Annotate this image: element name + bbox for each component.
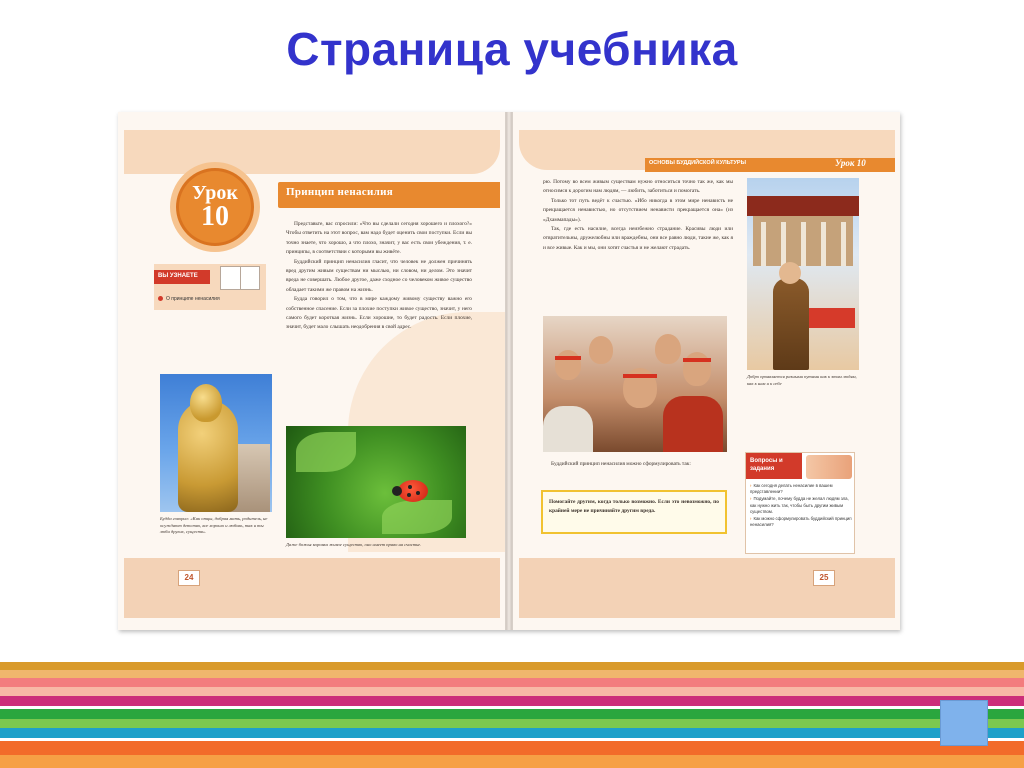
paragraph: Будда говорил о том, что в мире каждому живому существу важно его собственное спасение. Если за плохие поступки живое существо, значит, у него самого будет короткая жизнь. Если хорошие, то будет радость. Если плохие, значит, будет мало слышать неодобрения в свой адрес.	[286, 296, 472, 331]
leaf	[296, 432, 356, 472]
decor-stripe	[0, 709, 1024, 719]
temple-roof	[747, 196, 859, 216]
decor-stripe	[0, 687, 1024, 696]
decor-stripe	[0, 678, 1024, 687]
bottom-decor-band	[124, 558, 500, 618]
decor-stripes	[0, 662, 1024, 768]
bullet-icon	[158, 296, 163, 301]
questions-box	[745, 452, 855, 554]
ladybug	[398, 480, 428, 502]
statue-head	[190, 384, 222, 422]
monk-head	[779, 262, 801, 284]
questions-list	[750, 483, 852, 529]
left-page	[118, 112, 506, 630]
learn-item	[158, 296, 220, 302]
children-illustration	[806, 455, 852, 479]
open-book-icon	[220, 266, 260, 290]
arrow-icon: ›	[750, 516, 752, 522]
question-item: › Подумайте, почему будда не желал людям зла, как нужно жить так, чтобы быть другим живым существом.	[750, 496, 849, 514]
paragraph: Только тот путь ведёт к счастью. «Ибо никогда в этом мире ненависть не прекращается ненавистью, но отсутствием ненависти прекращается она» (из «Дхаммапады»).	[543, 197, 733, 223]
page-number: 25	[813, 570, 835, 586]
decor-stripe	[0, 755, 1024, 768]
principle-highlight-box	[541, 490, 727, 534]
right-page	[512, 112, 900, 630]
questions-title: Вопросы и задания	[746, 453, 802, 479]
ladybug-caption: Даже божья коровка живое существо, оно имеет право на счастье.	[286, 542, 422, 547]
red-bench	[807, 308, 855, 328]
decor-stripe	[0, 719, 1024, 728]
learn-item-text: О принципе ненасилия	[166, 296, 220, 302]
decor-stripe	[0, 670, 1024, 678]
blue-square-decor	[940, 700, 988, 746]
learn-box	[154, 264, 266, 310]
ladybug-photo	[286, 426, 466, 538]
bottom-decor-band	[519, 558, 895, 618]
paragraph: Так, где есть насилие, всегда неизбежно страдание. Красивы люди или отвратительны, дружелюбны или враждебны, они все равно люди, такие же, как я и все живые. Как и мы, они хотят счастья и не желают страдать.	[543, 226, 733, 251]
textbook-spread	[118, 112, 900, 630]
question-item: › Как можно сформулировать буддийский принцип ненасилия?	[750, 516, 852, 528]
slide-title: Страница учебника	[286, 23, 738, 75]
leaf	[382, 500, 452, 534]
running-head: ОСНОВЫ БУДДИЙСКОЙ КУЛЬТУРЫ	[649, 160, 746, 166]
decor-stripe	[0, 728, 1024, 738]
principle-text: Помогайте другим, когда только возможно. Если это невозможно, по крайней мере не причиняйте другим вреда.	[549, 499, 719, 515]
right-text-column	[543, 178, 733, 253]
highlight-intro	[543, 460, 727, 469]
question-item: › Как сегодня делать ненасилие в вашем представлении?	[750, 483, 833, 495]
page-number: 24	[178, 570, 200, 586]
arrow-icon: ›	[750, 483, 752, 488]
crowd-photo	[543, 316, 727, 452]
lesson-badge	[170, 162, 260, 252]
arrow-icon: ›	[750, 496, 752, 502]
top-decor-band	[124, 130, 500, 174]
paragraph: рю. Потому во всем живым существам нужно относиться точно так же, как мы относимся к дорогим нам людям, — любить, заботиться и помогать.	[543, 179, 733, 195]
temple-caption: Добро проявляется разными путями как к этим людям, как к нам и к себе	[747, 374, 857, 386]
lesson-word: Урок	[192, 182, 238, 204]
decor-stripe	[0, 741, 1024, 755]
buddha-caption: Будда говорил: «Как отцы, добрая мать, родитель, не осуждают детство, все хорошо и любовь, так и ты люби других, существ».	[160, 516, 268, 535]
decor-stripe	[0, 696, 1024, 706]
lesson-heading: Принцип ненасилия	[286, 186, 393, 198]
paragraph: Представьте, вас спросили: «Что вы сделали сегодня хорошего и плохого?» Чтобы ответить на этот вопрос, вам надо будет оценить свои поступки. Если вы точно знаете, что хорошо, а что плохо, значит, у вас есть свои убеждения, т. е. принципы, в соответствии с которыми вы живёте.	[286, 221, 472, 256]
buddha-statue-photo	[160, 374, 272, 512]
learn-label: ВЫ УЗНАЕТЕ	[154, 270, 210, 284]
temple-photo	[747, 178, 859, 370]
monk-figure	[773, 278, 809, 370]
paragraph: Буддийский принцип ненасилия гласит, что человек не должен причинять вред другим живым существам ни мыслью, ни словом, ни делом. Это значит вреда не совершать. Любое другое, даже сходное со человеком живое существо обладает такими же правом на жизнь.	[286, 258, 472, 293]
highlight-intro-text: Буддийский принцип ненасилия можно сформулировать так:	[551, 461, 691, 467]
lesson-number: 10	[201, 201, 229, 232]
decor-stripe	[0, 662, 1024, 670]
left-text-column	[286, 220, 472, 333]
running-lesson: Урок 10	[835, 158, 866, 168]
